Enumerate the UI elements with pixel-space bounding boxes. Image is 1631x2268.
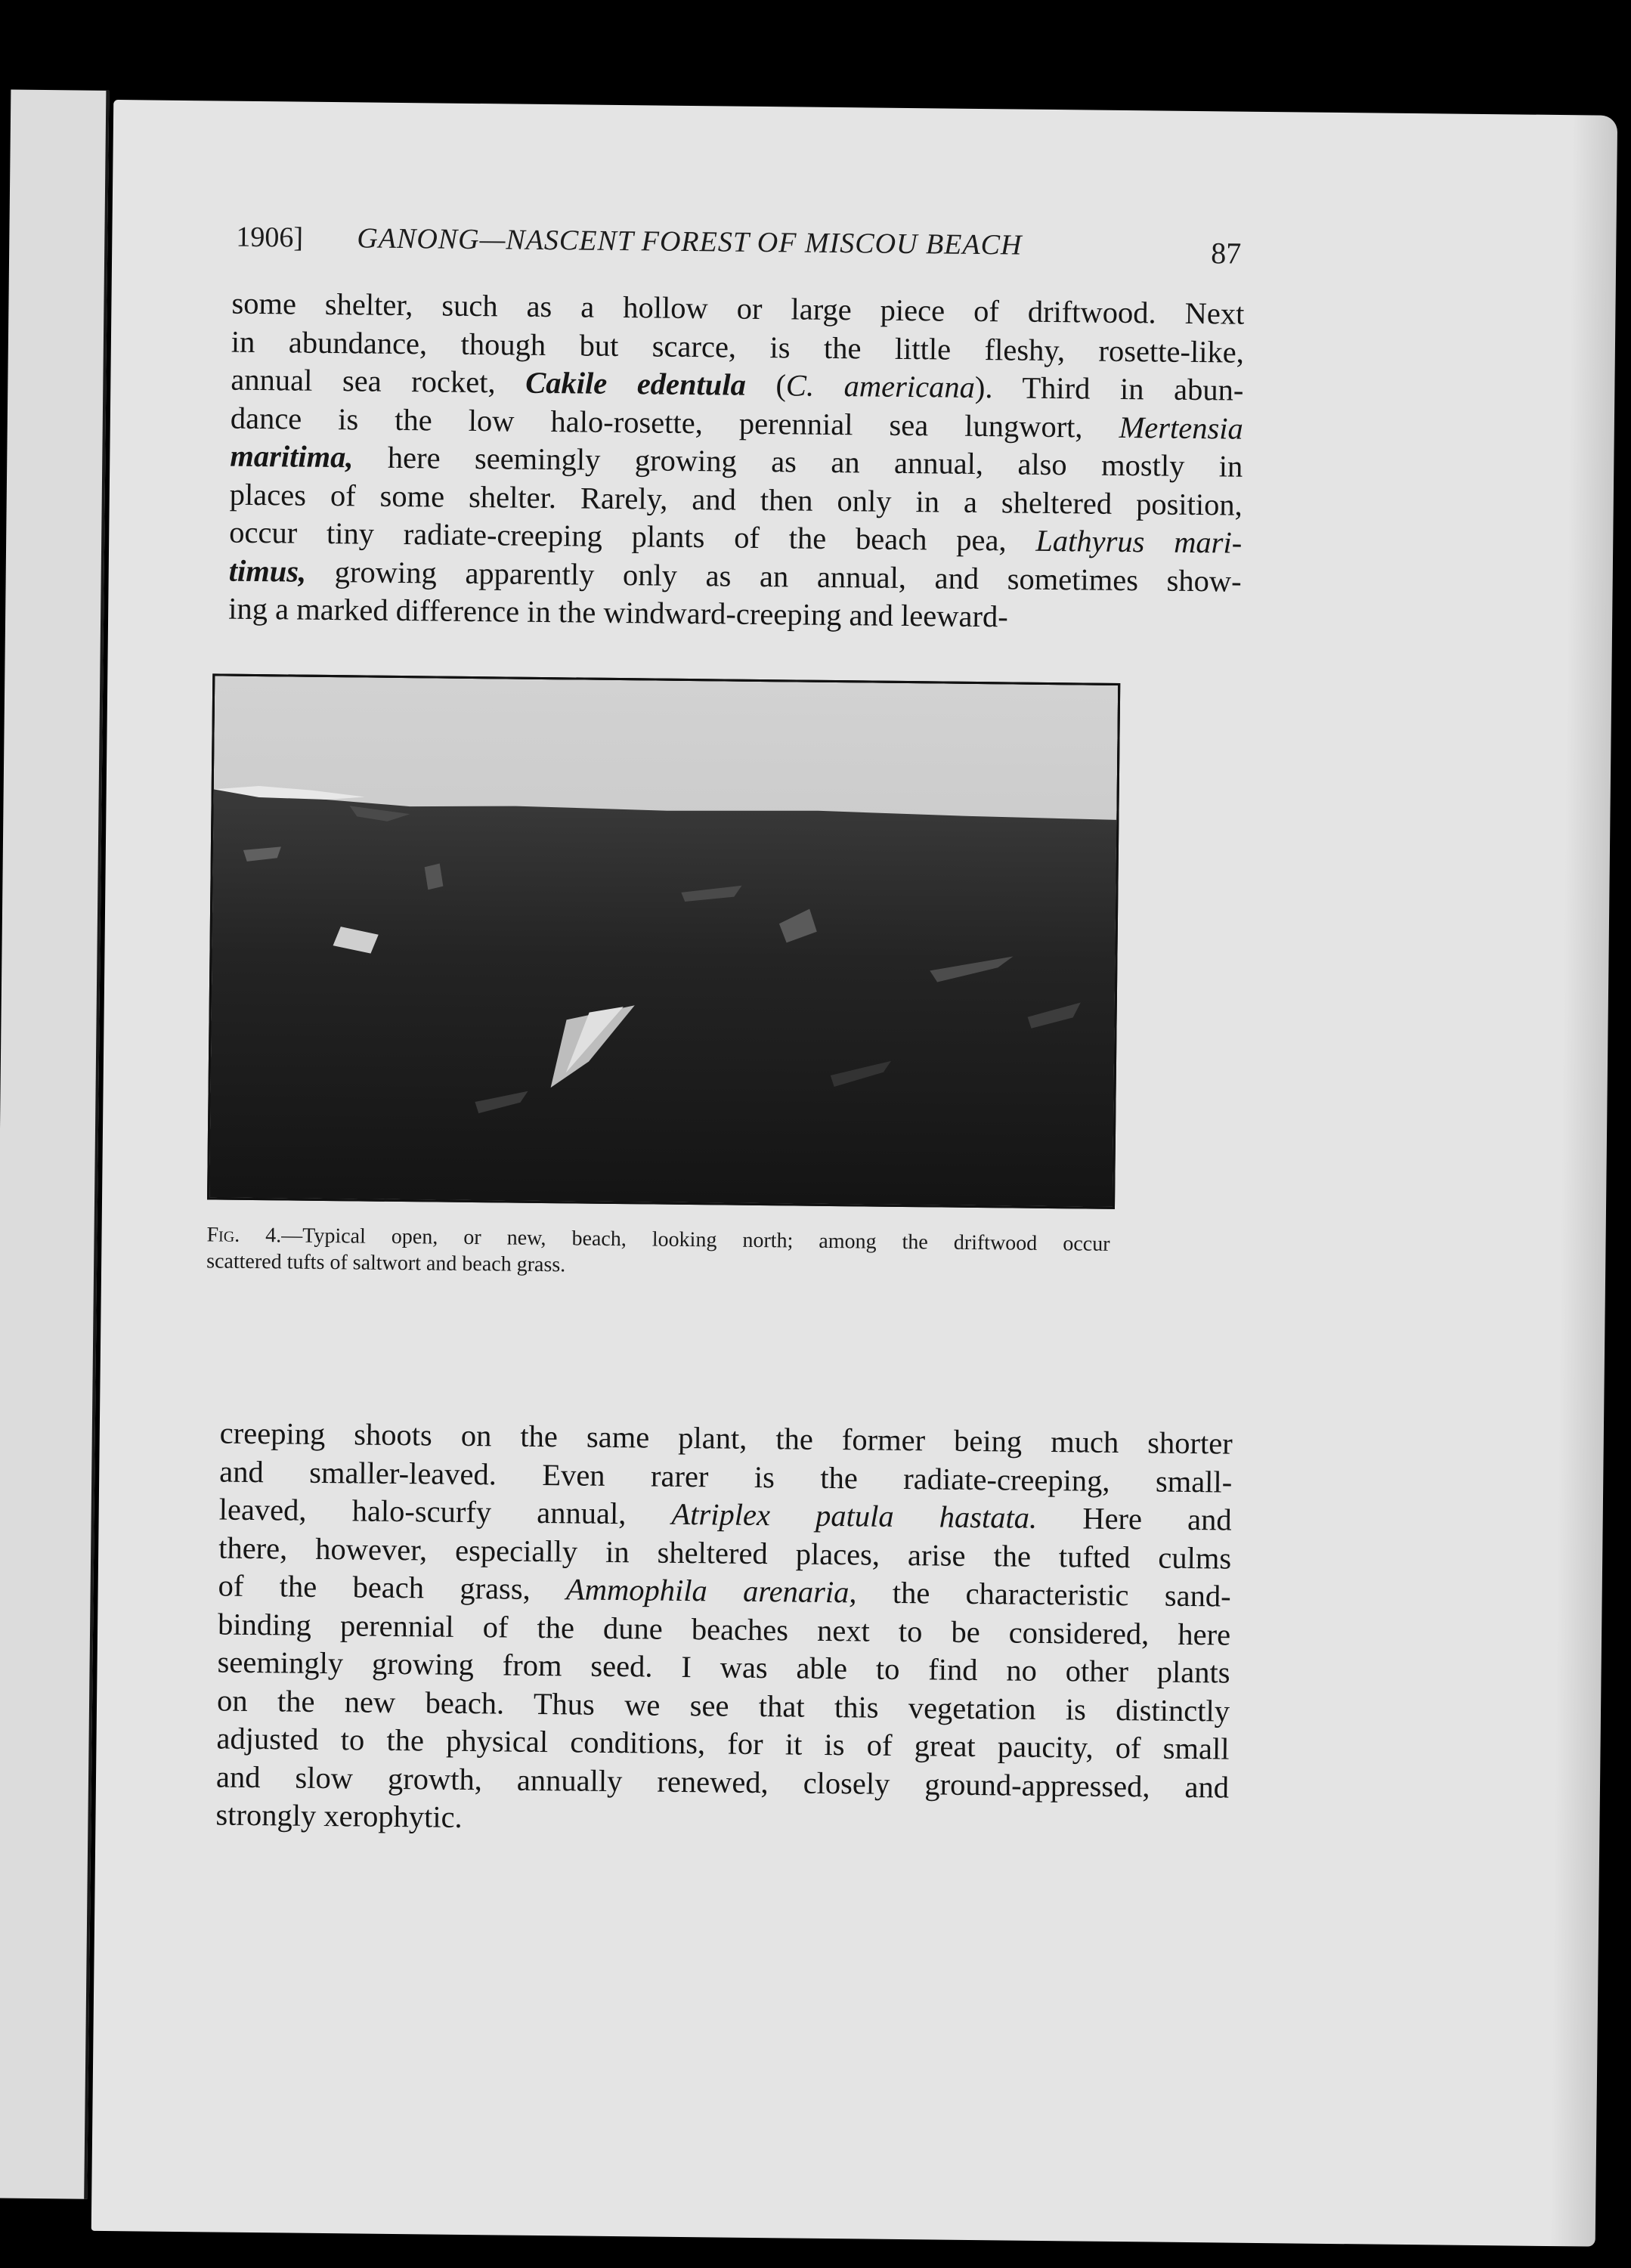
text-run: leaved, halo-scurfy annual, bbox=[218, 1492, 672, 1531]
text-line: and smaller-leaved. Even rarer is the radiate-creeping, small- bbox=[219, 1454, 1233, 1499]
text-run: ). Third in abun- bbox=[974, 370, 1244, 407]
text-run: Mertensia bbox=[1119, 410, 1244, 446]
text-run: annual sea rocket, bbox=[231, 362, 526, 400]
figure-caption bbox=[206, 1221, 1110, 1284]
text-run: occur tiny radiate-creeping plants of the beach pea, bbox=[229, 515, 1036, 558]
text-run: timus, bbox=[228, 553, 307, 589]
text-line: in abundance, though but scarce, is the little fleshy, rosette-like, bbox=[231, 324, 1245, 370]
text-run: growing apparently only as an annual, and sometimes show- bbox=[305, 554, 1242, 599]
text-run: Atriplex patula hastata. bbox=[671, 1496, 1038, 1535]
text-line: some shelter, such as a hollow or large piece of driftwood. Next bbox=[231, 286, 1245, 331]
text-line: there, however, especially in sheltered places, arise the tufted culms bbox=[218, 1530, 1232, 1576]
text-run: of the beach grass, bbox=[218, 1568, 567, 1607]
header-year: 1906] bbox=[236, 221, 304, 254]
paragraph-bottom bbox=[215, 1415, 1233, 1846]
text-line: on the new beach. Thus we see that this vegetation is distinctly bbox=[216, 1683, 1230, 1728]
facing-page-edge bbox=[0, 90, 109, 2199]
text-line: adjusted to the physical conditions, for it is of great paucity, of small bbox=[216, 1721, 1230, 1766]
text-line: and slow growth, annually renewed, closely ground-appressed, and bbox=[215, 1759, 1230, 1805]
text-run: the characteristic sand- bbox=[856, 1575, 1231, 1614]
text-run: maritima, bbox=[230, 438, 354, 475]
text-run: Ammophila arenaria, bbox=[565, 1572, 857, 1610]
text-line: creeping shoots on the same plant, the former being much shorter bbox=[219, 1416, 1233, 1461]
text-line: strongly xerophytic. bbox=[215, 1797, 463, 1834]
beach-photograph-icon bbox=[209, 676, 1118, 1206]
text-line: places of some shelter. Rarely, and then only in a sheltered position, bbox=[229, 477, 1243, 522]
page-number: 87 bbox=[1210, 236, 1242, 271]
header-running-title: GANONG—NASCENT FOREST OF MISCOU BEACH bbox=[357, 222, 1023, 261]
text-run: Lathyrus mari- bbox=[1035, 523, 1243, 560]
page-shading bbox=[1550, 115, 1618, 2246]
text-run: here seemingly growing as an annual, also mostly in bbox=[353, 440, 1243, 484]
caption-line: scattered tufts of saltwort and beach grass. bbox=[206, 1249, 566, 1277]
text-line: binding perennial of the dune beaches next to be considered, here bbox=[217, 1607, 1231, 1652]
text-run: Cakile edentula bbox=[525, 365, 747, 402]
text-run: dance is the low halo-rosette, perennial sea lungwort, bbox=[230, 401, 1119, 444]
text-run: ( bbox=[745, 367, 787, 403]
figure-photograph bbox=[207, 673, 1120, 1209]
caption-text: —Typical open, or new, beach, looking north; among the driftwood occur bbox=[281, 1224, 1110, 1256]
paragraph-top bbox=[228, 285, 1245, 639]
text-run: C. americana bbox=[785, 368, 976, 404]
text-line: ing a marked difference in the windward-creeping and leeward- bbox=[227, 591, 1008, 634]
text-run: Here and bbox=[1036, 1500, 1232, 1537]
text-line: seemingly growing from seed. I was able to find no other plants bbox=[217, 1645, 1230, 1690]
figure-label: Fig. 4. bbox=[206, 1223, 282, 1248]
